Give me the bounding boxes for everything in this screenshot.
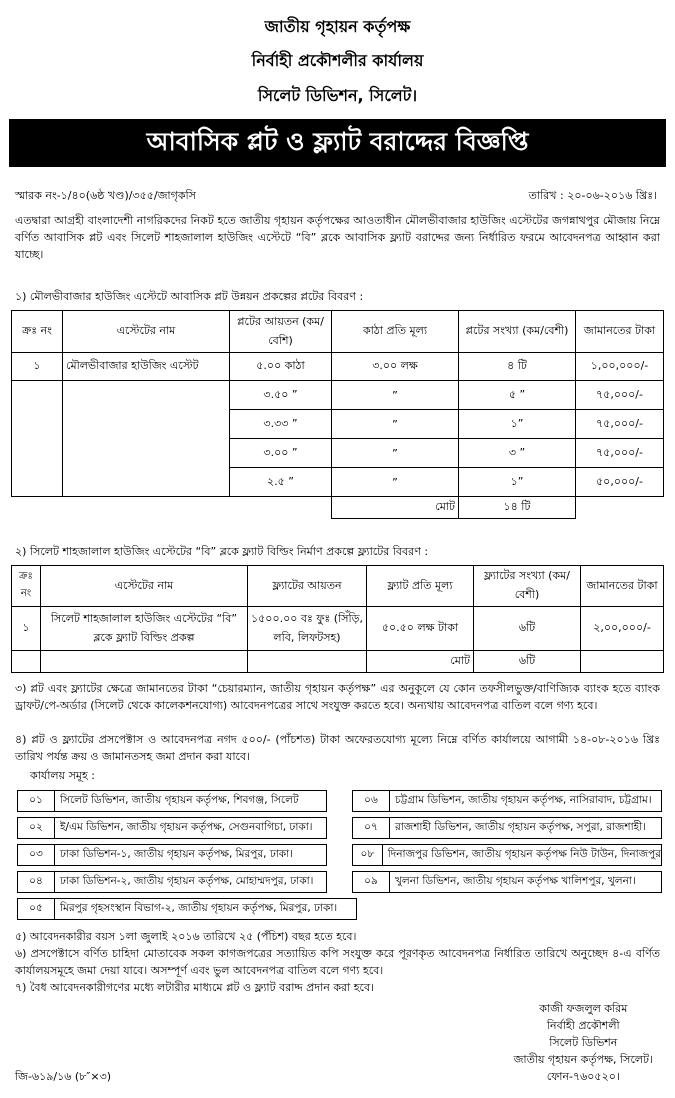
col-header: ক্রঃ নং xyxy=(12,566,41,607)
office-number: ০১ xyxy=(18,791,55,811)
plot-table xyxy=(11,310,664,519)
total-label: মোট xyxy=(332,497,459,519)
cell: ৩.৩৩ ” xyxy=(230,410,332,439)
para-4: ৪) প্লট ও ফ্ল্যাটের প্রসপেক্টাস ও আবেদনপত্র নগদ ৫০০/- (পাঁচশত) টাকা অফেরতযোগ্য মূল্যে নিম্নে বর্ণিত কার্যালয়ে আগামী ১৪-০৮-২০১৬ খ্রিঃ তারিখ পর্যন্ত ক্রয় ও জামানতসহ জমা প্রদান করা যাবে। xyxy=(15,733,660,763)
footer-code: জি-৬১৯/১৬ (৮″×৩) xyxy=(15,1070,112,1083)
cell: ” xyxy=(332,468,459,497)
para-6: ৬) প্রসপেক্টাসে বর্ণিত চাহিদা মোতাবেক সকল কাগজপত্রের সত্যায়িত কপি সংযুক্ত করে পূরণকৃত আবেদনপত্র নির্ধারিত তারিখে অনুচ্ছেদ ৪-এ বর্ণিত কার্যালয়সমূহে জমা দেয়া যাবে। অসম্পূর্ণ এবং ভুল আবেদনপত্র বাতিল বলে গণ্য হবে। xyxy=(15,947,660,977)
office-item xyxy=(17,790,327,812)
office-address: চট্টগ্রাম ডিভিশন, জাতীয় গৃহায়ন কর্তৃপক্ষ, নাসিরাবাদ, চট্টগ্রাম। xyxy=(395,793,652,806)
cell: ১,০০,০০০/- xyxy=(576,353,664,381)
cell: ” xyxy=(332,410,459,439)
cell xyxy=(41,651,248,673)
office-address: রাজশাহী ডিভিশন, জাতীয় গৃহায়ন কর্তৃপক্ষ, সপুরা, রাজশাহী। xyxy=(395,820,646,833)
offices-title: কার্যালয় সমূহ : xyxy=(30,769,95,782)
org-name: জাতীয় গৃহায়ন কর্তৃপক্ষ xyxy=(264,17,411,36)
office-item xyxy=(352,844,662,866)
office-number: ০৪ xyxy=(18,872,55,892)
cell: ১” xyxy=(459,410,576,439)
office-number: ০৬ xyxy=(353,791,390,811)
office-number: ০৫ xyxy=(18,899,55,919)
cell: ১ xyxy=(12,353,63,381)
section1-title: ১) মৌলভীবাজার হাউজিং এস্টেটে আবাসিক প্লট উন্নয়ন প্রকল্পের প্লটের বিবরণ : xyxy=(15,290,364,303)
cell xyxy=(12,651,41,673)
intro-paragraph: এতদ্বারা আগ্রহী বাংলাদেশী নাগরিকদের নিকট হতে জাতীয় গৃহায়ন কর্তৃপক্ষের আওতাধীন মৌলভীবাজার হাউজিং এস্টেটের জগন্নাথপুর মৌজায় নিম্নে বর্ণিত আবাসিক প্লট এবং সিলেট শাহজালাল হাউজিং এস্টেটে “বি” ব্লকে আবাসিক ফ্ল্যাট বরাদ্দের জন্য নির্ধারিত ফরমে আবেদনপত্র আহ্বান করা যাচ্ছে। xyxy=(15,214,660,261)
table-row xyxy=(12,353,664,381)
table-header-row xyxy=(12,566,664,607)
office-address: মিরপুর গৃহসংস্থান বিভাগ-২, জাতীয় গৃহায়ন কর্তৃপক্ষ, মিরপুর, ঢাকা। xyxy=(60,901,338,914)
office-item xyxy=(17,871,327,893)
office-address: ঢাকা ডিভিশন-১, জাতীয় গৃহায়ন কর্তৃপক্ষ, মিরপুর, ঢাকা। xyxy=(60,847,293,860)
cell xyxy=(248,651,367,673)
cell: ৭৫,০০০/- xyxy=(576,410,664,439)
col-header: ফ্ল্যাটের সংখ্যা (কম/বেশী) xyxy=(474,566,581,607)
col-header: প্লটের আয়তন (কম/বেশি) xyxy=(230,311,332,353)
total-row xyxy=(12,651,664,673)
division-name: সিলেট ডিভিশন, সিলেট। xyxy=(257,86,418,105)
office-item xyxy=(352,817,662,839)
office-number: ০৩ xyxy=(18,845,55,865)
office-name: নির্বাহী প্রকৌশলীর কার্যালয় xyxy=(251,51,424,70)
cell: ৫০.৫০ লক্ষ টাকা xyxy=(367,607,474,651)
office-address: দিনাজপুর ডিভিশন, জাতীয় গৃহায়ন কর্তৃপক্ষ নিউ টাউন, দিনাজপুর xyxy=(387,847,661,860)
para-7: ৭) বৈধ আবেদনকারীগণের মধ্যে লটারীর মাধ্যমে প্লট ও ফ্ল্যাট বরাদ্দ প্রদান করা হবে। xyxy=(15,981,375,994)
cell: ১ xyxy=(12,607,41,651)
para-3: ৩) প্লট এবং ফ্ল্যাটের ক্ষেত্রে জামানতের টাকা “চেয়ারম্যান, জাতীয় গৃহায়ন কর্তৃপক্ষ” এর অনুকূলে যে কোন তফসীলভুক্ত/বাণিজ্যিক ব্যাংক হতে ব্যাংক ড্রাফট/পে-অর্ডার (সিলেট থেকে কালেকশনযোগ্য) আবেদনপত্রের সাথে সংযুক্ত করতে হবে। অন্যথায় আবেদনপত্র বাতিল বলে গণ্য হবে। xyxy=(15,682,660,712)
cell xyxy=(576,497,664,519)
col-header: জামানতের টাকা xyxy=(581,566,664,607)
signatory-org: জাতীয় গৃহায়ন কর্তৃপক্ষ, সিলেট। xyxy=(513,1053,653,1066)
cell: ১” xyxy=(459,468,576,497)
cell xyxy=(12,381,63,497)
table-header-row xyxy=(12,311,664,353)
cell: ” xyxy=(332,439,459,468)
cell: সিলেট শাহজালাল হাউজিং এস্টেটের “বি” ব্লকে ফ্ল্যাট বিল্ডিং প্রকল্প xyxy=(41,607,248,651)
col-header: ফ্ল্যাট প্রতি মূল্য xyxy=(367,566,474,607)
office-item xyxy=(17,817,327,839)
total-value: ১৪ টি xyxy=(459,497,576,519)
section2-title: ২) সিলেট শাহজালাল হাউজিং এস্টেটের “বি” ব্লকে ফ্ল্যাট বিল্ডিং নির্মাণ প্রকল্পে ফ্ল্যাটের বিবরণ : xyxy=(15,545,429,558)
notice-title: আবাসিক প্লট ও ফ্ল্যাট বরাদ্দের বিজ্ঞপ্তি xyxy=(146,126,529,156)
cell: ১৫০০.০০ বঃ ফুঃ (সিঁড়ি, লবি, লিফটসহ) xyxy=(248,607,367,651)
table-row xyxy=(12,607,664,651)
col-header: এস্টেটের নাম xyxy=(63,311,230,353)
signatory-name: কাজী ফজলুল করিম xyxy=(539,1002,628,1015)
col-header: এস্টেটের নাম xyxy=(41,566,248,607)
cell: ৭৫,০০০/- xyxy=(576,439,664,468)
col-header: ক্রঃ নং xyxy=(12,311,63,353)
cell: ৪ টি xyxy=(459,353,576,381)
total-label: মোট xyxy=(367,651,474,673)
notice-title-banner xyxy=(9,119,666,167)
office-number: ০৯ xyxy=(353,872,390,892)
col-header: কাঠা প্রতি মূল্য xyxy=(332,311,459,353)
cell: ৩ ” xyxy=(459,439,576,468)
para-5: ৫) আবেদনকারীর বয়স ১লা জুলাই ২০১৬ তারিখে ২৫ (পঁচিশ) বছর হতে হবে। xyxy=(15,930,357,943)
total-row xyxy=(12,497,664,519)
office-number: ০২ xyxy=(18,818,55,838)
signatory-designation: নির্বাহী প্রকৌশলী xyxy=(546,1019,620,1032)
total-value: ৬টি xyxy=(474,651,581,673)
cell: ২.৫ ” xyxy=(230,468,332,497)
cell: ” xyxy=(332,381,459,410)
office-address: খুলনা ডিভিশন, জাতীয় গৃহায়ন কর্তৃপক্ষ খালিশপুর, খুলনা। xyxy=(395,874,636,887)
col-header: প্লটের সংখ্যা (কম/বেশী) xyxy=(459,311,576,353)
office-address: ই/এম ডিভিশন, জাতীয় গৃহায়ন কর্তৃপক্ষ, সেগুনবাগিচা, ঢাকা। xyxy=(60,820,313,833)
cell: ৩.০০ ” xyxy=(230,439,332,468)
cell xyxy=(581,651,664,673)
office-number: ০৭ xyxy=(353,818,390,838)
cell: ৭৫,০০০/- xyxy=(576,381,664,410)
office-number: ০৮ xyxy=(353,845,383,865)
signatory-division: সিলেট ডিভিশন xyxy=(549,1036,618,1049)
office-item xyxy=(17,844,327,866)
cell: ৫ ” xyxy=(459,381,576,410)
flat-table xyxy=(11,565,664,673)
cell xyxy=(63,381,230,497)
office-item xyxy=(352,871,662,893)
cell: ৫০,০০০/- xyxy=(576,468,664,497)
office-address: ঢাকা ডিভিশন-২, জাতীয় গৃহায়ন কর্তৃপক্ষ, মোহাম্মদপুর, ঢাকা। xyxy=(60,874,314,887)
signatory-phone: ফোন-৭৬০৫২০। xyxy=(546,1070,620,1083)
col-header: ফ্ল্যাটের আয়তন xyxy=(248,566,367,607)
notice-date: তারিখ : ২০-০৬-২০১৬ খ্রিঃ। xyxy=(528,189,657,202)
cell: ৫.০০ কাঠা xyxy=(230,353,332,381)
office-address: সিলেট ডিভিশন, জাতীয় গৃহায়ন কর্তৃপক্ষ, শিবগঞ্জ, সিলেট xyxy=(60,793,299,806)
signature-block xyxy=(514,1000,653,1085)
cell: ৬টি xyxy=(474,607,581,651)
office-item xyxy=(352,790,662,812)
memo-number: স্মারক নং-১/৪০(৬ষ্ঠ খণ্ড)/৩৫৫/জাগৃকসি xyxy=(15,189,196,202)
office-item xyxy=(17,898,357,920)
cell: ৩.০০ লক্ষ xyxy=(332,353,459,381)
cell: ৩.৫০ ” xyxy=(230,381,332,410)
cell: মৌলভীবাজার হাউজিং এস্টেট xyxy=(63,353,230,381)
cell: ২,০০,০০০/- xyxy=(581,607,664,651)
table-row xyxy=(12,381,664,410)
cell xyxy=(12,497,332,519)
col-header: জামানতের টাকা xyxy=(576,311,664,353)
